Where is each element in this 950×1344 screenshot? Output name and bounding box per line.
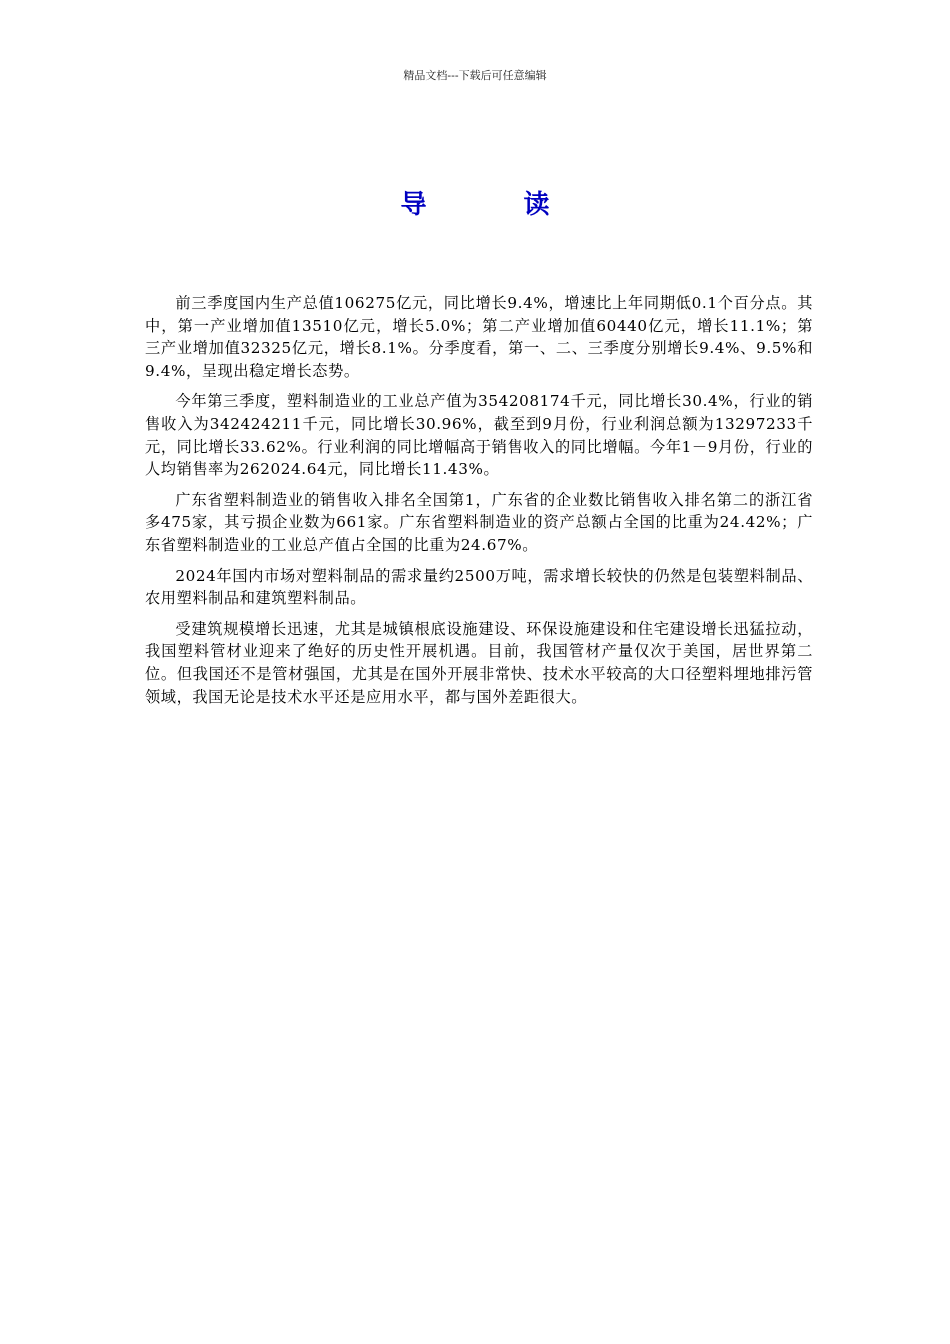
document-body xyxy=(145,292,813,716)
paragraph-market-demand: 2024年国内市场对塑料制品的需求量约2500万吨，需求增长较快的仍然是包装塑料制品、农用塑料制品和建筑塑料制品。 xyxy=(145,566,813,608)
paragraph-gdp-overview: 前三季度国内生产总值106275亿元，同比增长9.4%，增速比上年同期低0.1个百分点。其中，第一产业增加值13510亿元，增长5.0%；第二产业增加值60440亿元，增长11.1%；第三产业增加值32325亿元，增长8.1%。分季度看，第一、二、三季度分别增长9.4%、9.5%和9.4%，呈现出稳定增长态势。 xyxy=(145,294,813,380)
paragraph-pipe-industry: 受建筑规模增长迅速，尤其是城镇根底设施建设、环保设施建设和住宅建设增长迅猛拉动，我国塑料管材业迎来了绝好的历史性开展机遇。目前，我国管材产量仅次于美国，居世界第二位。但我国还不是管材强国，尤其是在国外开展非常快、技术水平较高的大口径塑料埋地排污管领域，我国无论是技术水平还是应用水平，都与国外差距很大。 xyxy=(145,619,813,706)
paragraph-guangdong-ranking: 广东省塑料制造业的销售收入排名全国第1，广东省的企业数比销售收入排名第二的浙江省多475家，其亏损企业数为661家。广东省塑料制造业的资产总额占全国的比重为24.42%；广东省塑料制造业的工业总产值占全国的比重为24.67%。 xyxy=(145,490,813,554)
paragraph-plastics-output: 今年第三季度，塑料制造业的工业总产值为354208174千元，同比增长30.4%，行业的销售收入为342424211千元，同比增长30.96%，截至到9月份，行业利润总额为13297233千元，同比增长33.62%。行业利润的同比增幅高于销售收入的同比增幅。今年1－9月份，行业的人均销售率为262024.64元，同比增长11.43%。 xyxy=(145,392,813,479)
document-title: 导 读 xyxy=(400,190,594,220)
page-header: 精品文档---下载后可任意编辑 xyxy=(403,69,547,82)
